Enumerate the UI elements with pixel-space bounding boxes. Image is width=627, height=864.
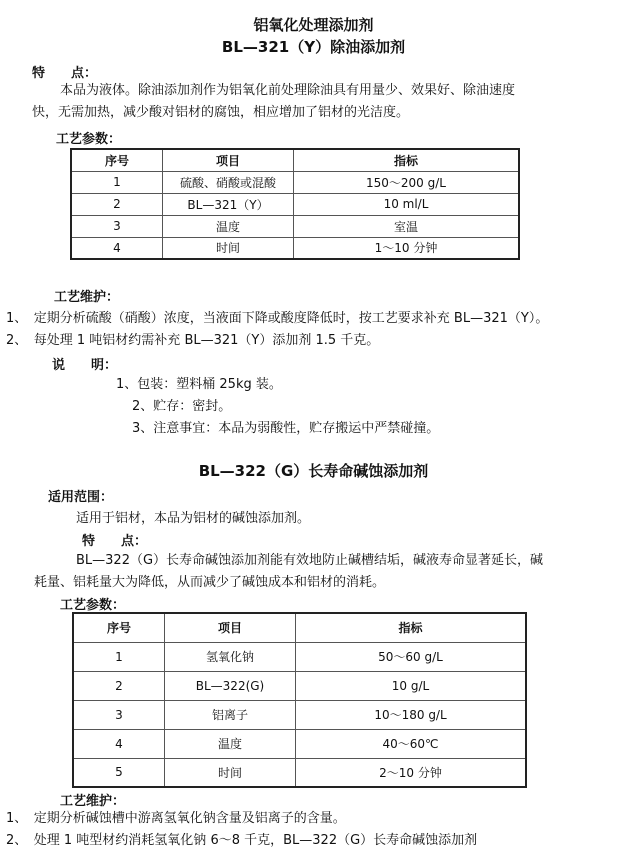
product2-features-line2: 耗量、铝耗量大为降低，从而减少了碱蚀成本和铝材的消耗。 <box>34 575 386 590</box>
table-header-cell: 项目 <box>165 613 296 642</box>
document-title: 铝氧化处理添加剂 <box>253 16 374 34</box>
product2-maintenance-item: 1、 定期分析碱蚀槽中游离氢氧化钠含量及铝离子的含量。 <box>6 811 346 826</box>
table-header-cell: 指标 <box>294 149 520 171</box>
table-row <box>73 758 526 787</box>
product1-features-line2: 快，无需加热，减少酸对铝材的腐蚀，相应增加了铝材的光洁度。 <box>32 105 410 120</box>
product1-maintenance-item: 2、 每处理 1 吨铝材约需补充 BL—321（Y）添加剂 1.5 千克。 <box>6 333 380 348</box>
product2-params-heading: 工艺参数： <box>60 598 126 613</box>
table-header-cell: 序号 <box>73 613 165 642</box>
table-header-cell: 序号 <box>71 149 163 171</box>
product1-note-item: 3、注意事宜：本品为弱酸性，贮存搬运中严禁碰撞。 <box>132 421 440 436</box>
product2-scope-text: 适用于铝材，本品为铝材的碱蚀添加剂。 <box>76 511 311 526</box>
table-cell: 硫酸、硝酸或混酸 <box>163 171 294 193</box>
table-cell: 铝离子 <box>165 700 296 729</box>
table-row <box>71 237 519 259</box>
product1-maintenance-heading: 工艺维护： <box>54 290 120 305</box>
product1-maintenance-item: 1、 定期分析硫酸（硝酸）浓度，当液面下降或酸度降低时，按工艺要求补充 BL—321（Y）。 <box>6 311 549 326</box>
product2-features-line1: BL—322（G）长寿命碱蚀添加剂能有效地防止碱槽结垢，碱液寿命显著延长，碱 <box>76 553 544 568</box>
table-cell: 10 g/L <box>296 671 527 700</box>
table-cell: 温度 <box>163 215 294 237</box>
product2-maintenance-heading: 工艺维护： <box>60 794 126 809</box>
table-header-row <box>73 613 526 642</box>
product1-note-item: 2、贮存：密封。 <box>132 399 232 414</box>
table-cell: 室温 <box>294 215 520 237</box>
product1-params-heading: 工艺参数： <box>56 132 122 147</box>
table-row <box>73 671 526 700</box>
table-cell: BL—322(G) <box>165 671 296 700</box>
product1-title: BL—321（Y）除油添加剂 <box>221 38 406 56</box>
table-row <box>71 215 519 237</box>
table-cell: 150～200 g/L <box>294 171 520 193</box>
product1-notes-heading: 说 明： <box>52 358 118 373</box>
table-cell: 温度 <box>165 729 296 758</box>
table-row <box>73 729 526 758</box>
table-cell: 40～60℃ <box>296 729 527 758</box>
table-cell: 5 <box>73 758 165 787</box>
table-row <box>73 700 526 729</box>
product2-params-table <box>72 612 527 788</box>
table-cell: 1～10 分钟 <box>294 237 520 259</box>
product2-maintenance-item: 2、 处理 1 吨型材约消耗氢氧化钠 6～8 千克，BL—322（G）长寿命碱蚀添加剂 <box>6 833 478 848</box>
table-cell: 50～60 g/L <box>296 642 527 671</box>
table-cell: 1 <box>71 171 163 193</box>
product2-scope-heading: 适用范围： <box>48 490 114 505</box>
table-cell: 2 <box>73 671 165 700</box>
table-row <box>71 193 519 215</box>
product1-features-line1: 本品为液体。除油添加剂作为铝氧化前处理除油具有用量少、效果好、除油速度 <box>60 83 516 98</box>
table-cell: BL—321（Y） <box>163 193 294 215</box>
table-cell: 2～10 分钟 <box>296 758 527 787</box>
table-cell: 3 <box>73 700 165 729</box>
table-row <box>71 171 519 193</box>
table-cell: 时间 <box>163 237 294 259</box>
table-cell: 10 ml/L <box>294 193 520 215</box>
product2-title: BL—322（G）长寿命碱蚀添加剂 <box>198 462 429 480</box>
table-cell: 2 <box>71 193 163 215</box>
table-cell: 时间 <box>165 758 296 787</box>
table-cell: 3 <box>71 215 163 237</box>
table-cell: 10～180 g/L <box>296 700 527 729</box>
table-cell: 氢氧化钠 <box>165 642 296 671</box>
product2-features-heading: 特 点： <box>82 534 148 549</box>
product1-params-table <box>70 148 520 260</box>
table-row <box>73 642 526 671</box>
table-header-row <box>71 149 519 171</box>
product1-features-heading: 特 点： <box>32 66 98 81</box>
table-header-cell: 指标 <box>296 613 527 642</box>
table-header-cell: 项目 <box>163 149 294 171</box>
table-cell: 4 <box>71 237 163 259</box>
table-cell: 4 <box>73 729 165 758</box>
product1-note-item: 1、包装：塑料桶 25kg 装。 <box>116 377 282 392</box>
table-cell: 1 <box>73 642 165 671</box>
